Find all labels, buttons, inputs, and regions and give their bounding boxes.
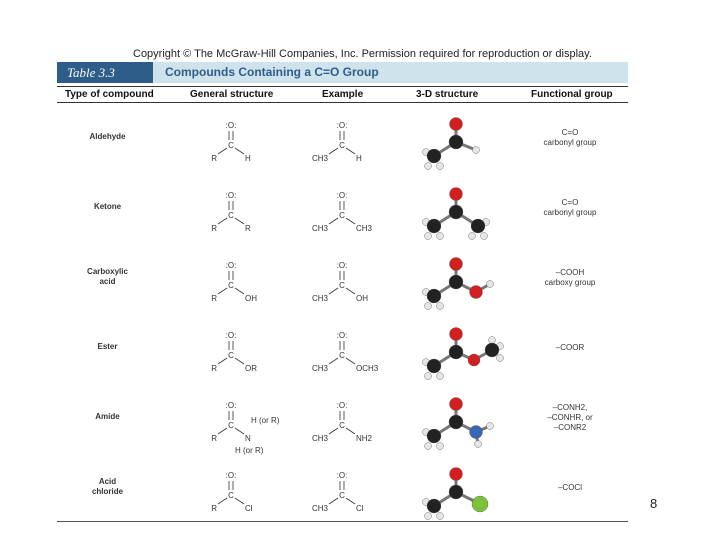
carbon-atom: [427, 289, 441, 303]
carbon-atom: [449, 415, 463, 429]
hydrogen-atom: [487, 281, 494, 288]
example-structure: [312, 256, 382, 316]
example-structure: [312, 326, 382, 386]
ex-right-group: H: [356, 154, 362, 163]
col-header-example: Example: [322, 89, 364, 100]
functional-group: [530, 343, 610, 353]
gen-carbon-label: C: [228, 211, 234, 220]
oxygen-atom: [450, 328, 463, 341]
carbon-atom: [427, 499, 441, 513]
gen-oxygen-label: :O:: [225, 191, 237, 200]
ex-left-group: CH3: [311, 364, 328, 373]
carbon-atom: [449, 135, 463, 149]
col-header-type: Type of compound: [65, 89, 154, 100]
hydrogen-atom: [437, 303, 444, 310]
copyright-notice: Copyright © The McGraw-Hill Companies, Inc. Permission required for reproduction or display.: [133, 48, 592, 60]
hydrogen-atom: [489, 337, 496, 344]
hydrogen-atom: [425, 443, 432, 450]
table-number: Table 3.3: [57, 62, 153, 83]
ex-carbon-label: C: [339, 421, 345, 430]
hydrogen-atom: [425, 513, 432, 520]
gen-right-bond: [235, 218, 244, 224]
hydrogen-atom: [469, 233, 476, 240]
carbon-atom: [427, 219, 441, 233]
hydrogen-atom: [425, 233, 432, 240]
compound-type: [60, 132, 155, 142]
table-banner: [57, 62, 628, 83]
hydrogen-atom: [437, 233, 444, 240]
gen-carbon-label: C: [228, 141, 234, 150]
ex-oxygen-label: :O:: [336, 401, 348, 410]
compound-type-line2: acid: [99, 277, 116, 286]
compound-type-line1: Acid: [98, 477, 117, 486]
functional-group-line: –COOH: [555, 268, 585, 277]
ball-and-stick-model: [420, 326, 510, 388]
ex-right-bond: [346, 218, 355, 224]
ex-left-group: CH3: [311, 224, 328, 233]
ex-left-group: CH3: [311, 294, 328, 303]
gen-oxygen-label: :O:: [225, 121, 237, 130]
compound-type: [60, 342, 155, 352]
gen-carbon-label: C: [228, 351, 234, 360]
general-structure: [201, 256, 271, 316]
ex-right-group: OH: [356, 294, 368, 303]
footer-rule: [57, 521, 628, 522]
hydrogen-atom: [475, 441, 482, 448]
functional-group-line: C=O: [561, 198, 579, 207]
gen-right-bond: [235, 358, 244, 364]
ex-left-bond: [329, 218, 338, 224]
gen-right-group: OR: [245, 364, 257, 373]
ex-right-bond: [346, 428, 355, 434]
ex-left-group: CH3: [311, 154, 328, 163]
functional-group-line: –COCl: [557, 483, 582, 492]
ex-carbon-label: C: [339, 281, 345, 290]
gen-left-bond: [218, 148, 227, 154]
gen-right-group: H: [245, 154, 251, 163]
gen-right-group: N: [245, 434, 251, 443]
ex-oxygen-label: :O:: [336, 191, 348, 200]
ball-and-stick-model: [420, 396, 510, 458]
gen-right-bond: [235, 288, 244, 294]
hydrogen-atom: [437, 373, 444, 380]
ball-and-stick-model: [420, 256, 510, 318]
col-header-general: General structure: [190, 89, 274, 100]
ex-left-group: CH3: [311, 434, 328, 443]
compound-type: [60, 267, 155, 287]
general-structure: [201, 466, 271, 526]
slide-number: 8: [650, 496, 658, 511]
ex-oxygen-label: :O:: [336, 471, 348, 480]
compound-type: [60, 202, 155, 212]
oxygen-atom: [450, 468, 463, 481]
functional-group-line: –CONHR, or: [547, 413, 593, 422]
table-title: Compounds Containing a C=O Group: [165, 65, 379, 79]
functional-group-line: –CONH2,: [552, 403, 588, 412]
compound-type-line1: Amide: [95, 412, 120, 421]
gen-carbon-label: C: [228, 281, 234, 290]
general-structure: [201, 396, 280, 456]
oxygen-atom: [450, 258, 463, 271]
gen-right-bond: [235, 428, 244, 434]
gen-oxygen-label: :O:: [225, 401, 237, 410]
hydrogen-atom: [425, 373, 432, 380]
gen-left-bond: [218, 288, 227, 294]
ball-and-stick-model: [420, 466, 510, 528]
gen-left-group: R: [211, 364, 217, 373]
functional-group-line: –COOR: [555, 343, 585, 352]
gen-left-group: R: [211, 504, 217, 513]
nitrogen-atom: [470, 426, 483, 439]
gen-right-group: Cl: [245, 504, 253, 513]
ex-oxygen-label: :O:: [336, 121, 348, 130]
ex-right-bond: [346, 148, 355, 154]
ex-carbon-label: C: [339, 211, 345, 220]
hydrogen-atom: [425, 303, 432, 310]
ex-oxygen-label: :O:: [336, 261, 348, 270]
gen-left-bond: [218, 428, 227, 434]
general-structure: [201, 326, 271, 386]
ex-left-bond: [329, 358, 338, 364]
carbon-atom: [427, 359, 441, 373]
compound-type: [60, 477, 155, 497]
example-structure: [312, 186, 382, 246]
header-top-rule: [57, 86, 628, 87]
hydrogen-atom: [437, 513, 444, 520]
oxygen-atom: [470, 286, 483, 299]
hydrogen-atom: [437, 443, 444, 450]
oxygen-atom: [450, 118, 463, 131]
general-structure: [201, 116, 271, 176]
carbon-atom: [471, 219, 485, 233]
ex-right-group: NH2: [356, 434, 373, 443]
hydrogen-atom: [473, 147, 480, 154]
functional-group: [530, 268, 610, 288]
compound-type-line1: Ester: [97, 342, 118, 351]
oxygen-atom: [450, 398, 463, 411]
example-structure: [312, 116, 382, 176]
carbon-atom: [485, 343, 499, 357]
gen-oxygen-label: :O:: [225, 261, 237, 270]
functional-group-line: –CONR2: [553, 423, 587, 432]
functional-group-line: carbonyl group: [543, 208, 597, 217]
chlorine-atom: [472, 496, 488, 512]
ex-carbon-label: C: [339, 491, 345, 500]
ex-carbon-label: C: [339, 141, 345, 150]
ex-right-group: CH3: [356, 224, 373, 233]
ball-and-stick-model: [420, 116, 510, 178]
ex-left-group: CH3: [311, 504, 328, 513]
example-structure: [312, 396, 382, 456]
hydrogen-atom: [497, 355, 504, 362]
gen-left-bond: [218, 358, 227, 364]
oxygen-atom: [468, 354, 480, 366]
oxygen-atom: [450, 188, 463, 201]
header-bottom-rule: [57, 102, 628, 103]
ex-carbon-label: C: [339, 351, 345, 360]
compound-type: [60, 412, 155, 422]
col-header-3d: 3-D structure: [416, 89, 479, 100]
functional-group: [530, 483, 610, 493]
ex-right-bond: [346, 288, 355, 294]
hydrogen-atom: [481, 233, 488, 240]
ex-right-bond: [346, 358, 355, 364]
general-structure: [201, 186, 271, 246]
amide-substituent-top: H (or R): [251, 416, 280, 425]
compound-type-line1: Ketone: [93, 202, 122, 211]
ex-left-bond: [329, 288, 338, 294]
compound-type-line2: chloride: [91, 487, 124, 496]
functional-group: [530, 403, 610, 433]
gen-carbon-label: C: [228, 421, 234, 430]
carbon-atom: [427, 149, 441, 163]
gen-left-group: R: [211, 224, 217, 233]
col-header-functional: Functional group: [531, 89, 613, 100]
carbon-atom: [449, 205, 463, 219]
ball-and-stick-model: [420, 186, 510, 248]
hydrogen-atom: [487, 423, 494, 430]
gen-right-group: OH: [245, 294, 257, 303]
ex-left-bond: [329, 498, 338, 504]
gen-right-bond: [235, 498, 244, 504]
ex-left-bond: [329, 148, 338, 154]
carbon-atom: [427, 429, 441, 443]
gen-right-group: R: [245, 224, 251, 233]
functional-group-line: C=O: [561, 128, 579, 137]
gen-left-group: R: [211, 154, 217, 163]
carbon-atom: [449, 345, 463, 359]
functional-group: [530, 128, 610, 148]
ex-left-bond: [329, 428, 338, 434]
gen-right-bond: [235, 148, 244, 154]
hydrogen-atom: [425, 163, 432, 170]
gen-oxygen-label: :O:: [225, 471, 237, 480]
carbon-atom: [449, 485, 463, 499]
ex-oxygen-label: :O:: [336, 331, 348, 340]
compound-type-line1: Aldehyde: [89, 132, 126, 141]
functional-group-line: carbonyl group: [543, 138, 597, 147]
carbon-atom: [449, 275, 463, 289]
ex-right-group: OCH3: [356, 364, 379, 373]
gen-carbon-label: C: [228, 491, 234, 500]
gen-left-bond: [218, 218, 227, 224]
functional-group: [530, 198, 610, 218]
example-structure: [312, 466, 382, 526]
hydrogen-atom: [437, 163, 444, 170]
ex-right-group: Cl: [356, 504, 364, 513]
ex-right-bond: [346, 498, 355, 504]
gen-left-bond: [218, 498, 227, 504]
amide-substituent-bottom: H (or R): [235, 446, 264, 455]
gen-oxygen-label: :O:: [225, 331, 237, 340]
gen-left-group: R: [211, 434, 217, 443]
functional-group-line: carboxy group: [544, 278, 596, 287]
compound-type-line1: Carboxylic: [87, 267, 128, 276]
gen-left-group: R: [211, 294, 217, 303]
